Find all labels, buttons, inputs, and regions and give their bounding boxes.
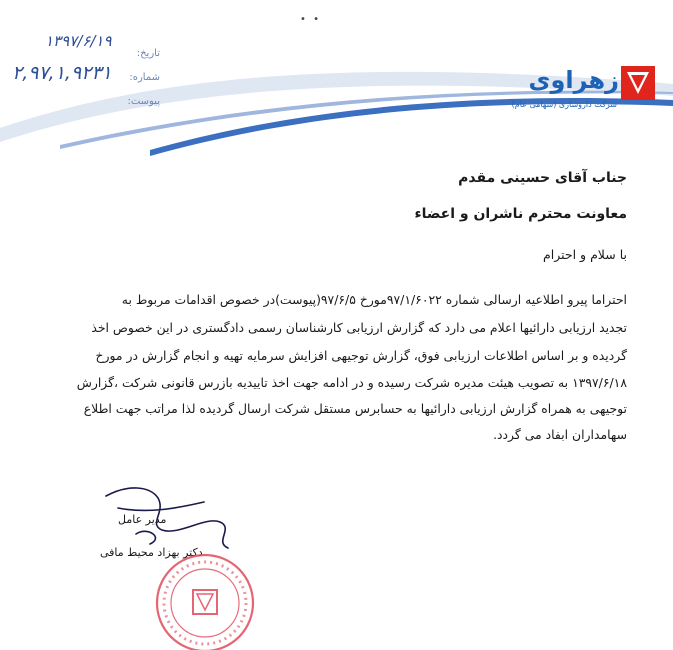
signer-name: دکتر بهزاد محیط مافی: [100, 546, 203, 559]
handwritten-number: ۲,۹۷,۱,۹۲۳۱: [12, 62, 112, 84]
body-line: تجدید ارزیابی دارائیها اعلام می دارد که گزارش ارزیابی کارشناسان رسمی دادگستری در این خصوص اخذ: [91, 320, 627, 335]
recipient-title: معاونت محترم ناشران و اعضاء: [414, 206, 627, 222]
handwritten-date: ۱۳۹۷/۶/۱۹: [45, 32, 112, 50]
date-label: تاریخ:: [136, 48, 160, 59]
company-name: زهراوی: [528, 66, 619, 94]
body-line: سهامداران ابفاد می گردد.: [493, 427, 627, 442]
recipient-name: جناب آقای حسینی مقدم: [458, 170, 627, 186]
greeting: با سلام و احترام: [543, 247, 627, 262]
signer-title: مدیر عامل: [118, 513, 167, 526]
body-line: گردیده و بر اساس اطلاعات ارزیابی فوق، گزارش توجیهی افزایش سرمایه تهیه و انجام گزارش در مورخ: [95, 348, 627, 363]
number-label: شماره:: [129, 72, 160, 83]
company-subtitle: شرکت داروسازی (سهامی عام): [511, 100, 617, 109]
top-dots: • •: [300, 14, 321, 25]
body-line: ۱۳۹۷/۶/۱۸ به تصویب هیئت مدیره شرکت رسیده و در ادامه جهت اخذ تاییدیه بازرس قانونی شرکت ،گزارش: [76, 375, 627, 390]
body-line: توجیهی به همراه گزارش ارزیابی دارائیها به حسابرس مستقل شرکت ارسال گردیده لذا مراتب جهت اطلاع: [83, 401, 627, 416]
attachment-label: پیوست:: [127, 96, 160, 107]
body-line: احتراما پیرو اطلاعیه ارسالی شماره ۹۷/۱/۶۰۲۲مورخ ۹۷/۶/۵(پیوست)در خصوص اقدامات مربوط به: [121, 292, 627, 307]
company-stamp-icon: [150, 548, 260, 650]
